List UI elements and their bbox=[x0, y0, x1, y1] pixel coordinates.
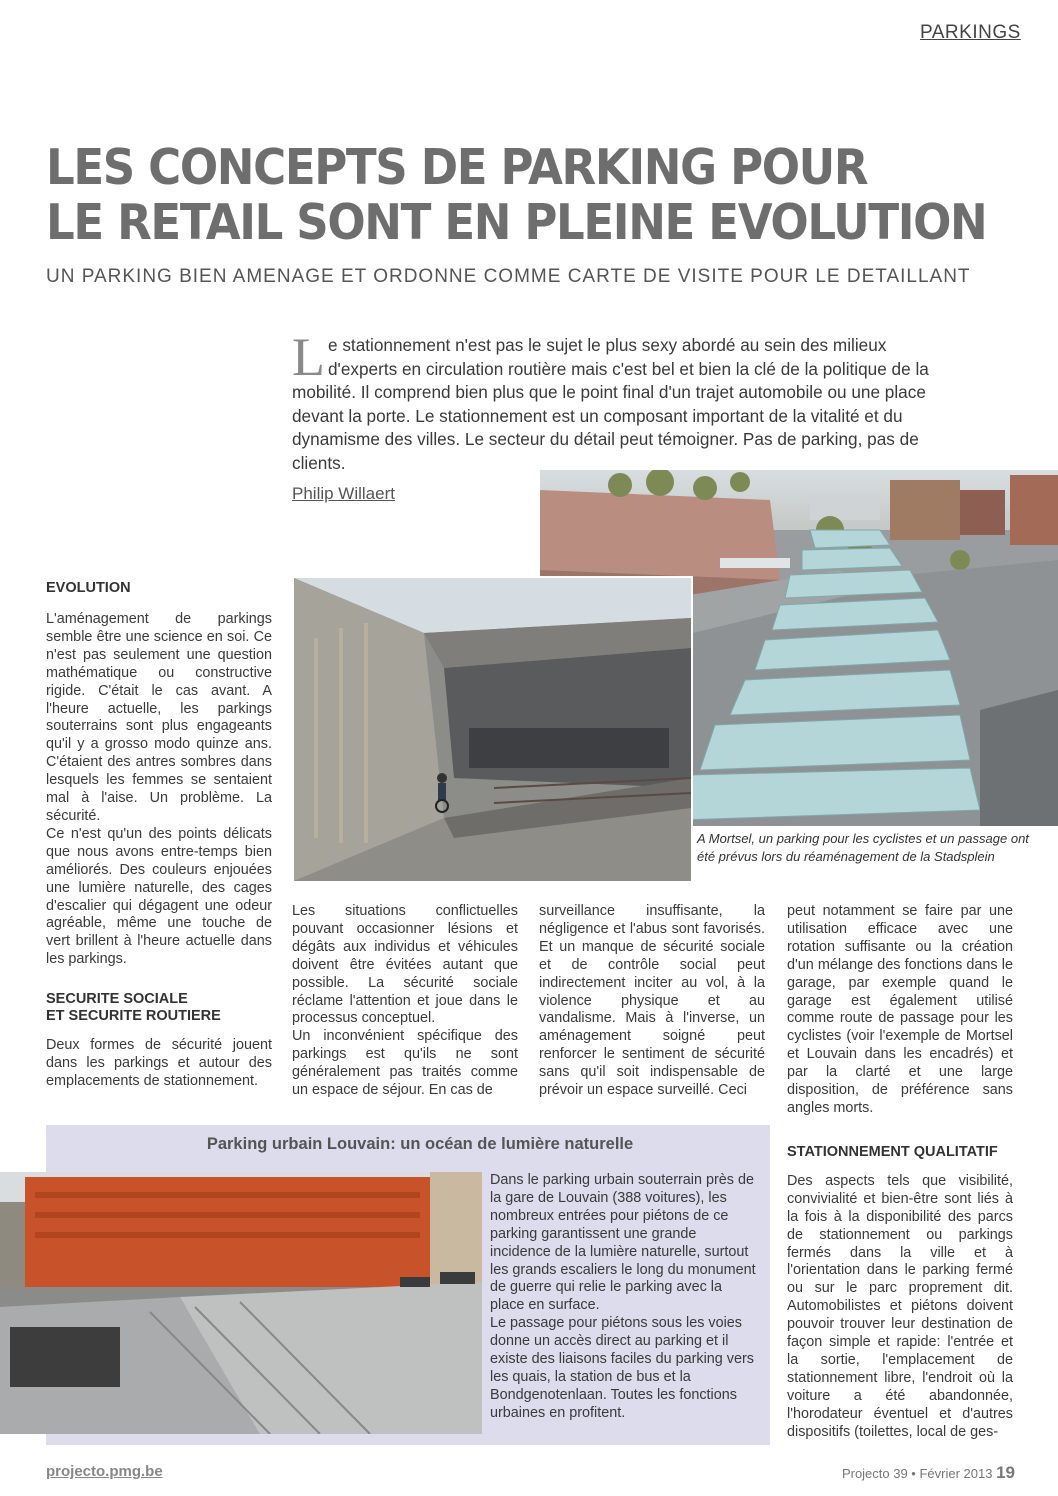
col1-paragraph-3: Deux formes de sécurité jouent dans les parkings et autour des emplacements de stationnement. bbox=[46, 1037, 272, 1089]
photo-bicycle-ramp bbox=[292, 576, 693, 883]
photo-caption: A Mortsel, un parking pour les cyclistes et un passage ont été prévus lors du réaménagement de la Stadsplein bbox=[697, 831, 1029, 864]
sidebar-text bbox=[490, 1172, 760, 1423]
footer-issue bbox=[830, 1463, 1015, 1483]
intro-paragraph bbox=[292, 327, 932, 476]
col1-paragraph-2: Ce n'est qu'un des points délicats que nous avons entre-temps bien améliorés. Des couleurs enjouées une lumière naturelle, des cages d'escalier qui dégagent une odeur agréable, même une touche de vert brillent à l'heure actuelle dans les parkings. bbox=[46, 825, 272, 968]
sidebar-box-title: Parking urbain Louvain: un océan de lumière naturelle bbox=[206, 1135, 634, 1153]
column-2 bbox=[292, 903, 518, 1100]
louvain-illustration bbox=[0, 1172, 482, 1434]
column-1 bbox=[46, 580, 272, 1091]
col4-paragraph-1: peut notamment se faire par une utilisation efficace avec une rotation suffisante ou la création d'un mélange des fonctions dans le garage, par exemple quand le garage est également utilisé comme route de passage pour les cyclistes (voir l'exemple de Mortsel et Louvain dans les encadrés) et par la clarté et une large disposition, de préférence sans angles morts. bbox=[787, 903, 1013, 1116]
heading-securite-2: ET SECURITE ROUTIERE bbox=[46, 1008, 221, 1025]
footer-site-link[interactable]: projecto.pmg.be bbox=[46, 1463, 163, 1480]
sidebar-paragraph-2: Le passage pour piétons sous les voies donne un accès direct au parking et il existe des liaisons faciles du parking vers les quais, la station de bus et la Bondgenotenlaan. Toutes les fonctions urbaines en profitent. bbox=[490, 1315, 754, 1421]
photo-louvain-parking bbox=[0, 1172, 482, 1434]
article-subtitle: UN PARKING BIEN AMENAGE ET ORDONNE COMME CARTE DE VISITE POUR LE DETAILLANT bbox=[46, 266, 971, 287]
sidebar-paragraph-1: Dans le parking urbain souterrain près de la gare de Louvain (388 voitures), les nombreux entrées pour piétons de ce parking garantissent une grande incidence de la lumière naturelle, surtout les grands escaliers le long du monument de guerre qui relie le parking avec la place en surface. bbox=[490, 1172, 756, 1314]
col2-paragraph-1: Les situations conflictuelles pouvant occasionner lésions et dégâts aux individus et véhicules doivent être évitées autant que possible. La sécurité sociale réclame l'attention et joue dans le processus conceptuel. bbox=[292, 903, 518, 1027]
column-3 bbox=[539, 903, 765, 1100]
title-line-1: LES CONCEPTS DE PARKING POUR bbox=[46, 139, 868, 196]
col2-paragraph-2: Un inconvénient spécifique des parkings est qu'ils ne sont généralement pas traités comme un espace de séjour. En cas de bbox=[292, 1028, 518, 1099]
author-link[interactable]: Philip Willaert bbox=[292, 484, 395, 503]
dropcap: L bbox=[292, 327, 325, 387]
ramp-illustration bbox=[294, 578, 691, 881]
page-number: 19 bbox=[996, 1463, 1015, 1482]
heading-securite-1: SECURITE SOCIALE bbox=[46, 991, 188, 1008]
section-tag: PARKINGS bbox=[920, 22, 1021, 43]
col1-paragraph-1: L'aménagement de parkings semble être une science en soi. Ce n'est pas seulement une question mathématique ou constructive rigide. C'était le cas avant. A l'heure actuelle, les parkings souterrains sont plus engageants qu'il y a grosso modo quinze ans. C'étaient des antres sombres dans lesquels les femmes se sentaient mal à l'aise. Un problème. La sécurité. bbox=[46, 611, 272, 824]
intro-text: e stationnement n'est pas le sujet le plus sexy abordé au sein des milieux d'experts en circulation routière mais c'est bel et bien la clé de la politique de la mobilité. Il comprend bien plus que le point final d'un trajet automobile ou une place devant la porte. Le stationnement est un composant important de la vitalité et du dynamisme des villes. Le secteur du détail peut témoigner. Pas de parking, pas de clients. bbox=[292, 335, 929, 473]
heading-evolution: EVOLUTION bbox=[46, 580, 131, 596]
article-title bbox=[46, 139, 987, 251]
col4-paragraph-2: Des aspects tels que visibilité, convivialité et bien-être sont liés à la fois à la disponibilité des parcs de stationnement ou parkings fermés dans la ville et à l'orientation dans le parking fermé ou sur le parc proprement dit. Automobilistes et piétons doivent pouvoir trouver leur destination de façon simple et rapide: l'entrée et la sortie, l'emplacement de stationnement libre, l'endroit où la voiture a été abandonnée, l'horodateur éventuel et d'autres dispositifs (toilettes, local de ges- bbox=[787, 1172, 1013, 1440]
title-line-2: LE RETAIL SONT EN PLEINE EVOLUTION bbox=[46, 194, 987, 251]
issue-label: Projecto 39 • Février 2013 bbox=[841, 1466, 993, 1481]
col3-paragraph-1: surveillance insuffisante, la négligence et l'abus sont favorisés. Et un manque de sécurité sociale et de contrôle social peut indirectement inciter au vol, à la violence physique et au vandalisme. Mais à l'inverse, un aménagement soigné peut renforcer le sentiment de sécurité sans qu'il soit indispensable de prévoir un espace surveillé. Ceci bbox=[539, 903, 765, 1099]
column-4 bbox=[787, 903, 1013, 1441]
heading-stationnement: STATIONNEMENT QUALITATIF bbox=[787, 1143, 998, 1160]
